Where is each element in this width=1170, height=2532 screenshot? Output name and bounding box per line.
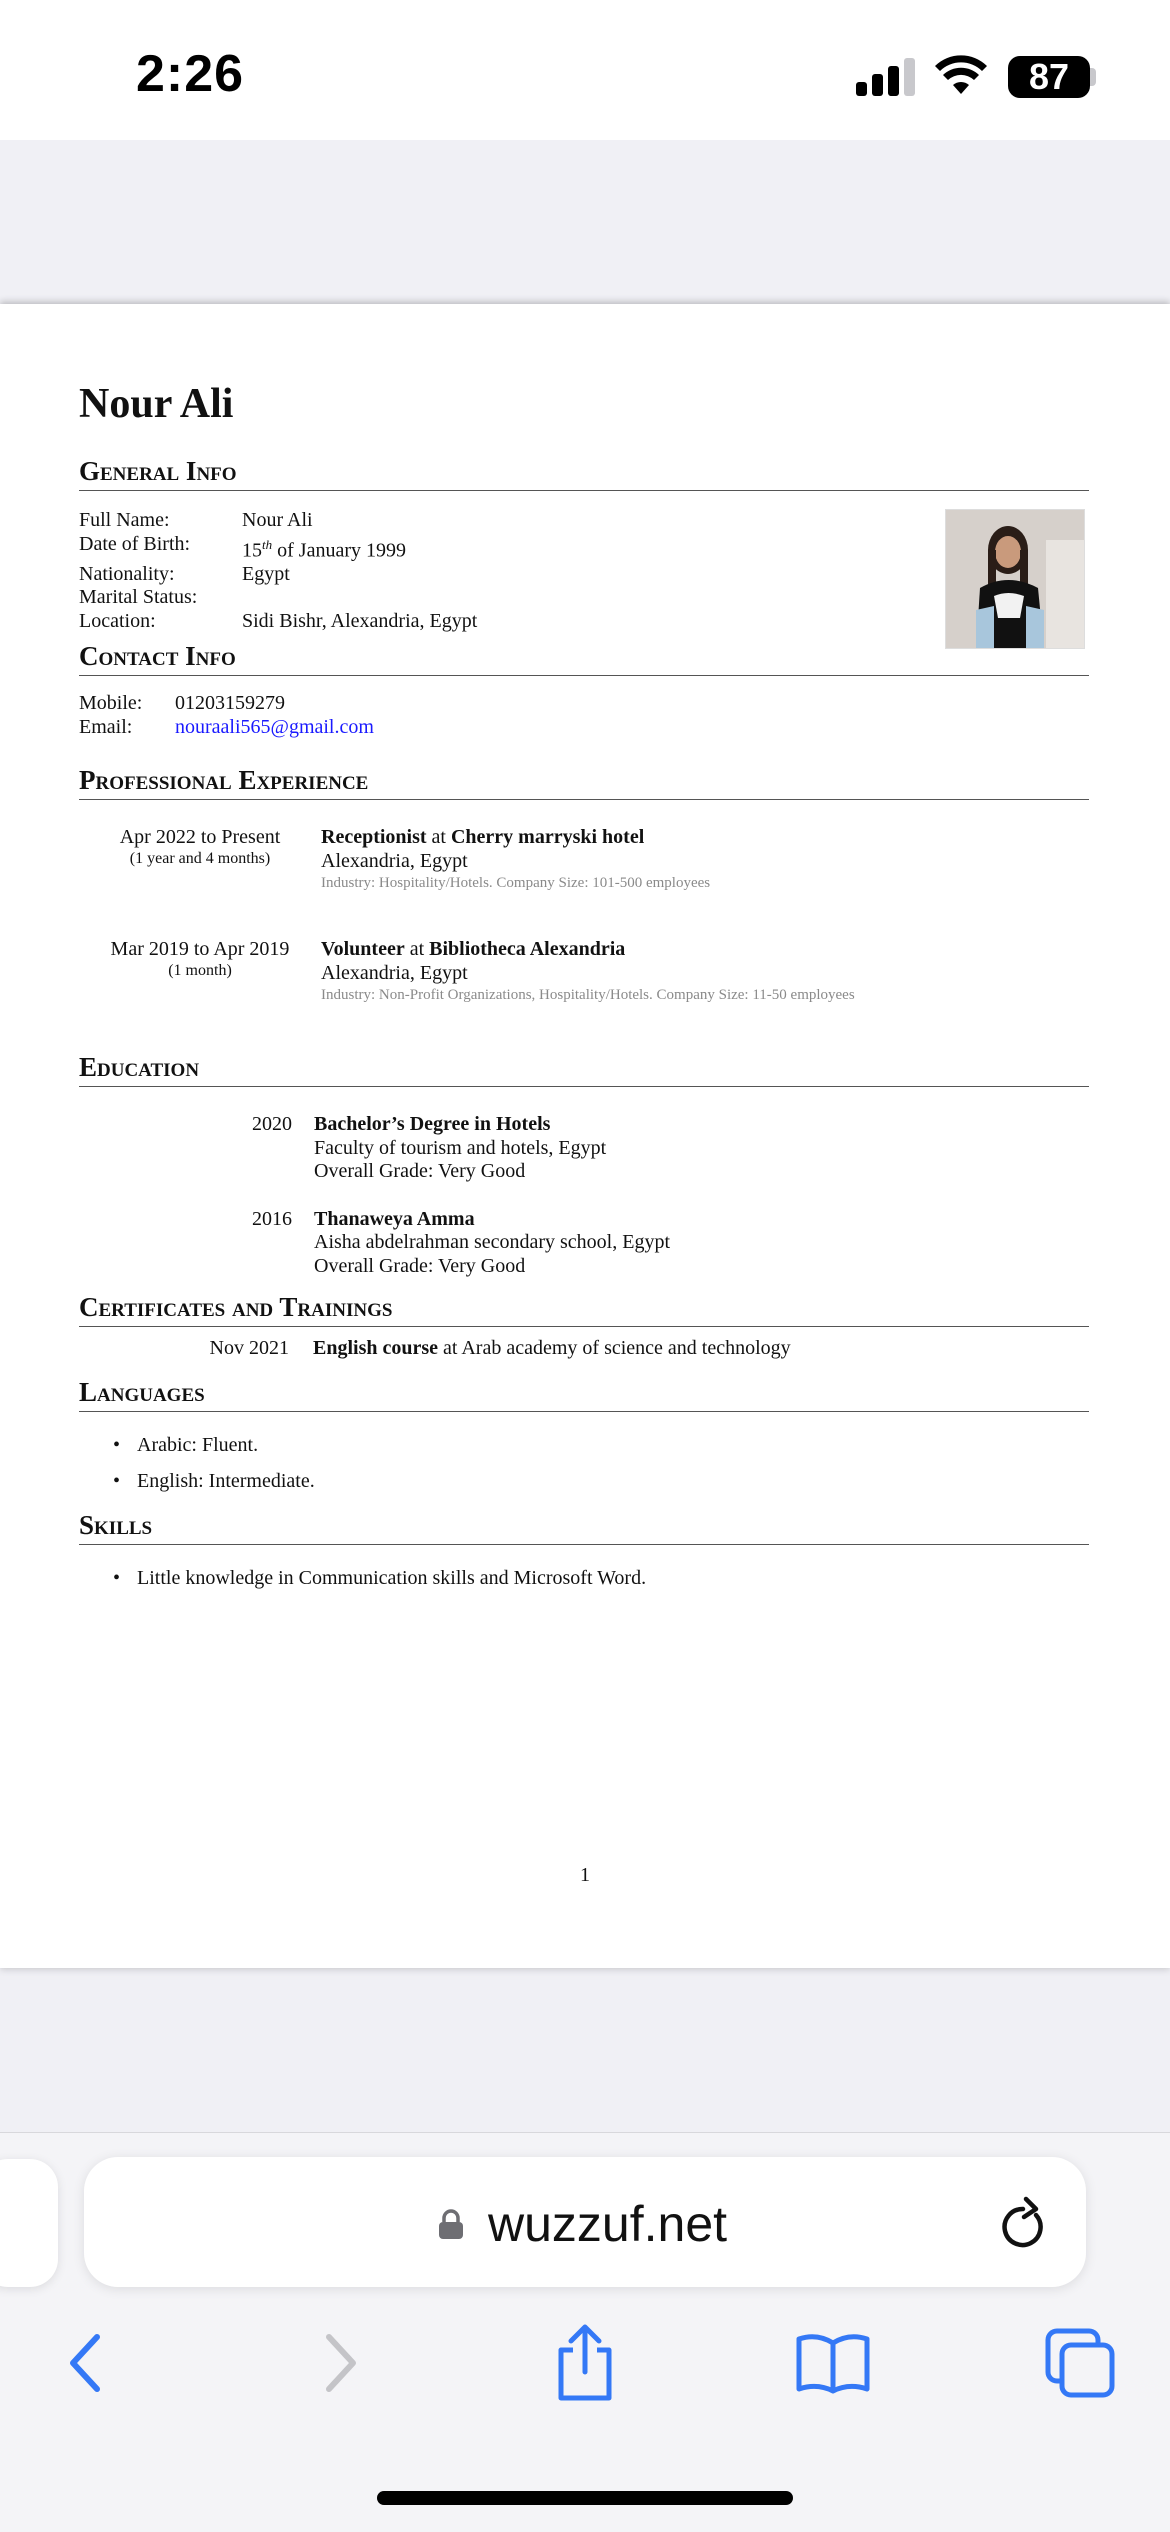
general-info-row: [79, 610, 1089, 634]
experience-industry: Industry: Hospitality/Hotels. Company Size: 101-500 employees: [321, 875, 711, 891]
experience-title: [321, 938, 855, 962]
experience-dates: Mar 2019 to Apr 2019: [110, 938, 290, 960]
experience-role: Volunteer: [321, 938, 405, 960]
skill-item: • Little knowledge in Communication skills and Microsoft Word.: [79, 1567, 1089, 1591]
education-item: [79, 1208, 1089, 1279]
address-bar[interactable]: [84, 2157, 1086, 2287]
field-label: Date of Birth:: [79, 532, 191, 555]
contact-info-block: [79, 692, 1089, 739]
field-value: Nour Ali: [242, 509, 313, 531]
education-school: Aisha abdelrahman secondary school, Egypt: [314, 1231, 671, 1253]
field-value: [242, 533, 406, 563]
section-skills: Skills: [79, 1508, 1089, 1545]
wifi-icon: [934, 54, 988, 96]
education-degree: Thanaweya Amma: [314, 1207, 475, 1230]
skills-list: [79, 1567, 1089, 1591]
education-year: 2020: [252, 1113, 292, 1135]
section-languages: Languages: [79, 1375, 1089, 1412]
education-details: [314, 1113, 606, 1184]
contact-row-email: [79, 716, 1089, 740]
experience-list: [79, 826, 1089, 1005]
page-number: 1: [580, 1864, 590, 1886]
experience-dates: Apr 2022 to Present: [119, 826, 281, 848]
field-label: Nationality:: [79, 562, 175, 585]
chevron-left-icon: [63, 2331, 109, 2395]
url-text: wuzzuf.net: [488, 2196, 728, 2252]
book-icon: [795, 2331, 871, 2395]
certificate-item: [79, 1337, 1089, 1361]
experience-details: [321, 938, 855, 1005]
experience-company: Cherry marryski hotel: [450, 826, 645, 848]
cellular-signal-icon: [856, 56, 916, 96]
back-button[interactable]: [46, 2323, 126, 2403]
experience-at: at: [426, 826, 451, 848]
education-item: [79, 1113, 1089, 1184]
experience-at: at: [404, 938, 430, 960]
certificate-institution: at Arab academy of science and technology: [438, 1337, 791, 1359]
field-label: Marital Status:: [79, 586, 198, 609]
language-item: • Arabic: Fluent.: [79, 1434, 1089, 1458]
mobile-value: 01203159279: [175, 692, 285, 714]
general-info-block: [79, 509, 1089, 639]
battery-tip: [1090, 68, 1096, 86]
chevron-right-icon: [317, 2331, 363, 2395]
experience-dates-block: [79, 938, 321, 1005]
general-info-row: [79, 586, 1089, 610]
email-label: Email:: [79, 715, 133, 738]
forward-button[interactable]: [300, 2323, 380, 2403]
experience-item: [79, 826, 1089, 893]
dob-rest: of January 1999: [272, 539, 406, 562]
home-indicator: [377, 2491, 793, 2505]
field-value: Sidi Bishr, Alexandria, Egypt: [242, 609, 478, 632]
field-value: Egypt: [242, 562, 290, 585]
contact-row-mobile: [79, 692, 1089, 716]
languages-list: [79, 1434, 1089, 1494]
status-time: 2:26: [136, 45, 245, 103]
field-label: Location:: [79, 609, 156, 632]
bookmarks-button[interactable]: [793, 2323, 873, 2403]
experience-title: [321, 826, 710, 850]
status-bar: [0, 0, 1170, 140]
pdf-page: [0, 304, 1170, 1968]
experience-location: Alexandria, Egypt: [321, 849, 468, 872]
dob-day: 15: [242, 539, 262, 562]
experience-duration: (1 year and 4 months): [129, 849, 271, 867]
tabs-button[interactable]: [1040, 2323, 1120, 2403]
previous-tab-peek[interactable]: [0, 2159, 58, 2287]
email-link[interactable]: nouraali565@gmail.com: [175, 715, 374, 738]
tabs-icon: [1044, 2327, 1116, 2399]
language-item: • English: Intermediate.: [79, 1470, 1089, 1494]
experience-company: Bibliotheca Alexandria: [429, 938, 626, 960]
lock-icon: [438, 2209, 464, 2239]
section-certificates: Certificates and Trainings: [79, 1290, 1089, 1327]
dob-superscript: th: [262, 536, 273, 552]
section-education: Education: [79, 1050, 1089, 1087]
certificate-date: Nov 2021: [209, 1337, 289, 1359]
general-info-row: [79, 533, 1089, 563]
experience-role: Receptionist: [321, 826, 427, 848]
general-info-row: [79, 509, 1089, 533]
resume-document: [79, 380, 1089, 1604]
education-grade: Overall Grade: Very Good: [314, 1254, 526, 1277]
profile-photo: [945, 509, 1085, 649]
experience-dates-block: [79, 826, 321, 893]
certificate-details: [313, 1337, 791, 1361]
browser-toolbar: [0, 2132, 1170, 2532]
field-label: Full Name:: [79, 509, 170, 531]
education-degree: Bachelor’s Degree in Hotels: [314, 1113, 551, 1135]
general-info-row: [79, 563, 1089, 587]
experience-industry: Industry: Non-Profit Organizations, Hospitality/Hotels. Company Size: 11-50 employees: [321, 987, 855, 1003]
share-icon: [553, 2324, 617, 2402]
education-grade: Overall Grade: Very Good: [314, 1160, 526, 1182]
education-school: Faculty of tourism and hotels, Egypt: [314, 1136, 607, 1159]
section-contact-info: Contact Info: [79, 639, 1089, 676]
experience-location: Alexandria, Egypt: [321, 961, 468, 984]
battery-icon: 87: [1008, 56, 1090, 98]
resume-name: Nour Ali: [79, 381, 234, 427]
experience-duration: (1 month): [168, 961, 232, 979]
certificate-name: English course: [313, 1337, 439, 1359]
section-professional-experience: Professional Experience: [79, 763, 1089, 800]
education-details: [314, 1208, 670, 1279]
mobile-label: Mobile:: [79, 692, 143, 714]
experience-item: [79, 938, 1089, 1005]
reload-icon[interactable]: [996, 2195, 1050, 2251]
education-year: 2016: [252, 1207, 292, 1230]
section-general-info: General Info: [79, 454, 1089, 491]
experience-details: [321, 826, 710, 893]
share-button[interactable]: [545, 2323, 625, 2403]
education-list: [79, 1113, 1089, 1278]
